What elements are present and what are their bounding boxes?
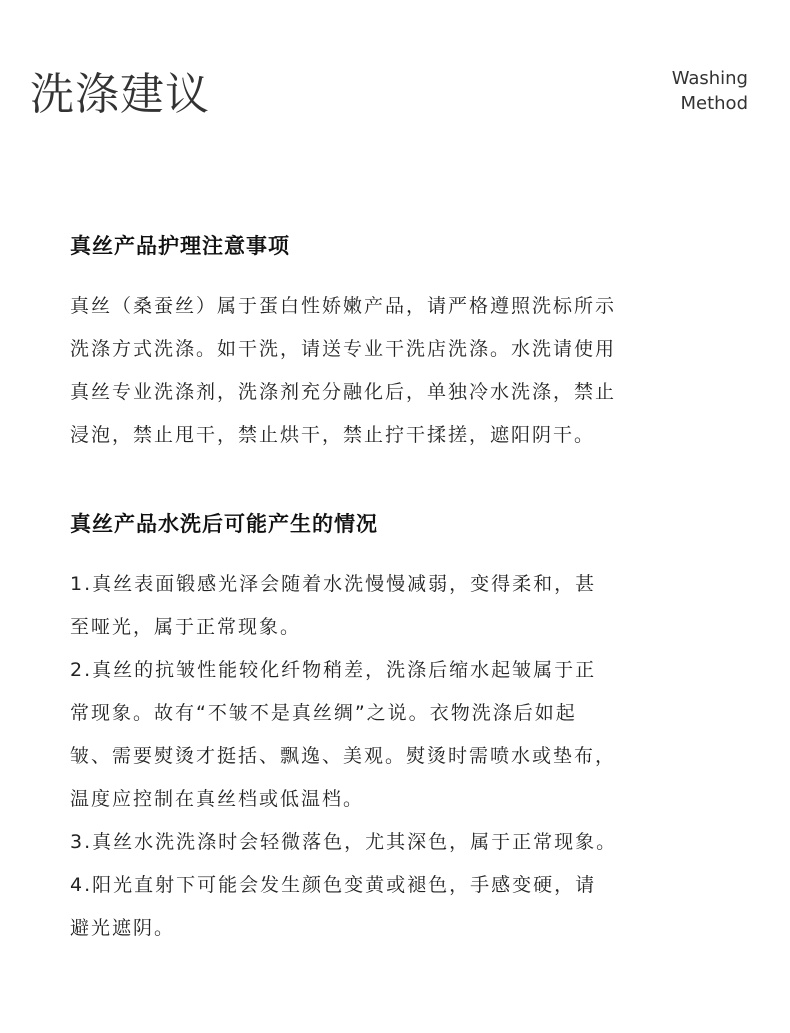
subtitle-line: Washing [671,68,748,89]
paragraph-line: 洗涤方式洗涤。如干洗，请送专业干洗店洗涤。水洗请使用 [70,338,617,360]
page-subtitle [672,66,748,116]
after-wash-section [70,509,730,950]
paragraph-line: 至哑光，属于正常现象。 [70,616,302,638]
paragraph-line: 皱、需要熨烫才挺括、飘逸、美观。熨烫时需喷水或垫布， [70,745,617,767]
paragraph [70,563,730,950]
paragraph-line: 常现象。故有“不皱不是真丝绸”之说。衣物洗涤后如起 [70,702,577,724]
paragraph-line: 温度应控制在真丝档或低温档。 [70,788,365,810]
paragraph-line: 4.阳光直射下可能会发生颜色变黄或褪色，手感变硬，请 [70,874,597,896]
paragraph-line: 浸泡，禁止甩干，禁止烘干，禁止拧干揉搓，遮阳阴干。 [70,424,596,446]
paragraph-line: 避光遮阴。 [70,917,176,939]
paragraph-line: 1.真丝表面锻感光泽会随着水洗慢慢减弱，变得柔和，甚 [70,573,597,595]
page-title: 洗涤建议 [30,69,210,120]
subtitle-line: Method [680,93,748,114]
section-heading: 真丝产品护理注意事项 [70,234,290,258]
paragraph-line: 3.真丝水洗洗涤时会轻微落色，尤其深色，属于正常现象。 [70,831,618,853]
care-notes-section [70,231,730,457]
section-heading: 真丝产品水洗后可能产生的情况 [70,512,378,536]
paragraph-line: 真丝（桑蚕丝）属于蛋白性娇嫩产品，请严格遵照洗标所示 [70,295,617,317]
paragraph [70,285,730,457]
paragraph-line: 2.真丝的抗皱性能较化纤物稍差，洗涤后缩水起皱属于正 [70,659,597,681]
paragraph-line: 真丝专业洗涤剂，洗涤剂充分融化后，单独冷水洗涤，禁止 [70,381,617,403]
